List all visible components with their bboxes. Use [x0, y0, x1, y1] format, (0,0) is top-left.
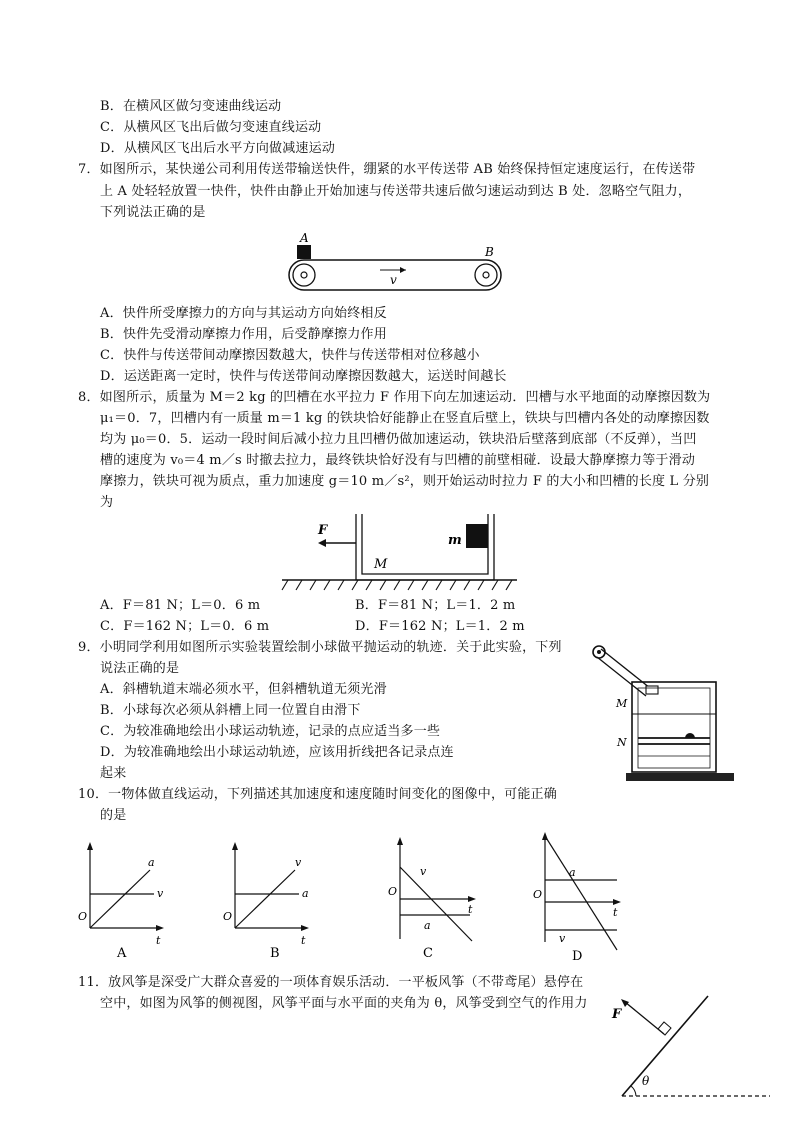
right-pulley-axle: [483, 272, 489, 278]
q9-option-a: A．斜槽轨道末端必须水平，但斜槽轨道无须光滑: [100, 682, 387, 697]
line-v-rising: [235, 870, 295, 928]
label-a: a: [424, 919, 431, 932]
line-a-falling: [545, 836, 617, 950]
label-theta: θ: [642, 1074, 650, 1088]
caption-b: B: [270, 946, 280, 961]
left-pulley-axle: [301, 272, 307, 278]
line-a-rising: [90, 870, 150, 928]
caption-c: C: [423, 946, 433, 961]
q10-stem-line2: 的是: [100, 808, 127, 823]
q9-option-d-cont: 起来: [100, 766, 127, 781]
label-n: N: [617, 736, 627, 749]
chute-bottom: [597, 657, 646, 696]
q11-stem-line1: 11．放风筝是深受广大群众喜爱的一项体育娱乐活动．一平板风筝（不带鸢尾）悬停在: [78, 975, 584, 990]
iron-block: [466, 524, 488, 548]
label-m-small: m: [448, 533, 462, 548]
label-a: a: [569, 866, 576, 879]
base-plate: [626, 773, 734, 781]
q8-stem-line5: 摩擦力，铁块可视为质点，重力加速度 g＝10 m／s²，则开始运动时拉力 F 的大小和凹槽的长度 L 分别: [100, 474, 710, 489]
label-a: a: [148, 856, 155, 869]
label-v: v: [559, 932, 566, 945]
label-m-big: M: [374, 557, 388, 572]
label-t: t: [301, 934, 306, 947]
q9-stem-line1: 9．小明同学利用如图所示实验装置绘制小球做平抛运动的轨迹．关于此实验，下列: [78, 640, 562, 655]
right-pulley: [475, 264, 497, 286]
graph-a: [70, 840, 180, 960]
groove-figure: [282, 512, 522, 594]
q8-stem-line3: 均为 μ₀＝0．5．运动一段时间后减小拉力且凹槽仍做加速运动，铁块沿后壁落到底部（不反弹），当凹: [100, 432, 697, 447]
q9-option-d: D．为较准确地绘出小球运动轨迹，应该用折线把各记录点连: [100, 745, 454, 760]
q8-stem-line4: 槽的速度为 v₀＝4 m／s 时撤去拉力，最终铁块恰好没有与凹槽的前壁相碰．设最大静摩擦力等于滑动: [100, 453, 696, 468]
chute-end: [646, 686, 658, 694]
graph-d: [525, 830, 635, 965]
q9-option-c: C．为较准确地绘出小球运动轨迹，记录的点应适当多一些: [100, 724, 441, 739]
q7-option-d: D．运送距离一定时，快件与传送带间动摩擦因数越大，运送时间越长: [100, 369, 507, 384]
kite-figure: [600, 990, 780, 1102]
graph-c: [380, 835, 490, 965]
q8-option-b: B．F＝81 N；L＝1．2 m: [355, 598, 516, 613]
q7-option-a: A．快件所受摩擦力的方向与其运动方向始终相反: [100, 306, 387, 321]
q9-option-b: B．小球每次必须从斜槽上同一位置自由滑下: [100, 703, 361, 718]
conveyor-belt-figure: [280, 231, 520, 302]
parcel-block: [297, 245, 311, 259]
label-v: v: [295, 856, 302, 869]
q8-stem-line6: 为: [100, 495, 114, 510]
label-f: F: [612, 1007, 622, 1022]
label-v: v: [390, 273, 397, 287]
caption-d: D: [572, 949, 583, 964]
label-a: a: [302, 887, 309, 900]
q8-option-d: D．F＝162 N；L＝1．2 m: [355, 619, 525, 634]
q6-option-d: D．从横风区飞出后水平方向做减速运动: [100, 141, 336, 156]
q10-stem-line1: 10．一物体做直线运动，下列描述其加速度和速度随时间变化的图像中，可能正确: [78, 787, 557, 802]
label-t: t: [613, 906, 618, 919]
kite-plane: [622, 996, 708, 1096]
label-t: t: [468, 903, 473, 916]
line-v-falling: [400, 867, 472, 941]
label-t: t: [156, 934, 161, 947]
q6-option-b: B．在横风区做匀变速曲线运动: [100, 99, 282, 114]
q9-stem-line2: 说法正确的是: [100, 661, 180, 676]
label-m: M: [616, 697, 628, 710]
label-v: v: [157, 887, 164, 900]
q8-option-a: A．F＝81 N；L＝0．6 m: [100, 598, 261, 613]
q7-stem-line3: 下列说法正确的是: [100, 205, 206, 220]
label-o: O: [223, 910, 233, 923]
right-angle-mark: [658, 1022, 671, 1035]
label-o: O: [78, 910, 88, 923]
q7-option-b: B．快件先受滑动摩擦力作用，后受静摩擦力作用: [100, 327, 387, 342]
label-v: v: [420, 865, 427, 878]
label-o: O: [533, 888, 543, 901]
label-f: F: [318, 523, 328, 538]
q7-option-c: C．快件与传送带间动摩擦因数越大，快件与传送带相对位移越小: [100, 348, 480, 363]
q8-stem-line1: 8．如图所示，质量为 M＝2 kg 的凹槽在水平拉力 F 作用下向左加速运动．凹槽与水平地面的动摩擦因数为: [78, 390, 711, 405]
left-pulley: [293, 264, 315, 286]
q8-stem-line2: μ₁＝0．7，凹槽内有一质量 m＝1 kg 的铁块恰好能静止在竖直后壁上，铁块与凹槽内各处的动摩擦因数: [100, 411, 710, 426]
ball-on-rail: [685, 733, 695, 738]
graph-b: [215, 840, 325, 960]
label-a: A: [300, 231, 309, 245]
projectile-apparatus-figure: [588, 640, 738, 785]
ground-hatching: [282, 580, 512, 590]
q7-stem-line2: 上 A 处轻轻放置一快件，快件由静止开始加速与传送带共速后做匀速运动到达 B 处．忽略空气阻力，: [100, 184, 692, 199]
q7-stem-line1: 7．如图所示，某快递公司利用传送带输送快件，绷紧的水平传送带 AB 始终保持恒定速度运行，在传送带: [78, 162, 696, 177]
q6-option-c: C．从横风区飞出后做匀变速直线运动: [100, 120, 322, 135]
label-b: B: [485, 245, 494, 259]
q11-stem-line2: 空中，如图为风筝的侧视图，风筝平面与水平面的夹角为 θ，风筝受到空气的作用力: [100, 996, 588, 1011]
q8-option-c: C．F＝162 N；L＝0．6 m: [100, 619, 270, 634]
caption-a: A: [117, 946, 127, 961]
label-o: O: [388, 885, 398, 898]
angle-arc: [631, 1086, 636, 1096]
